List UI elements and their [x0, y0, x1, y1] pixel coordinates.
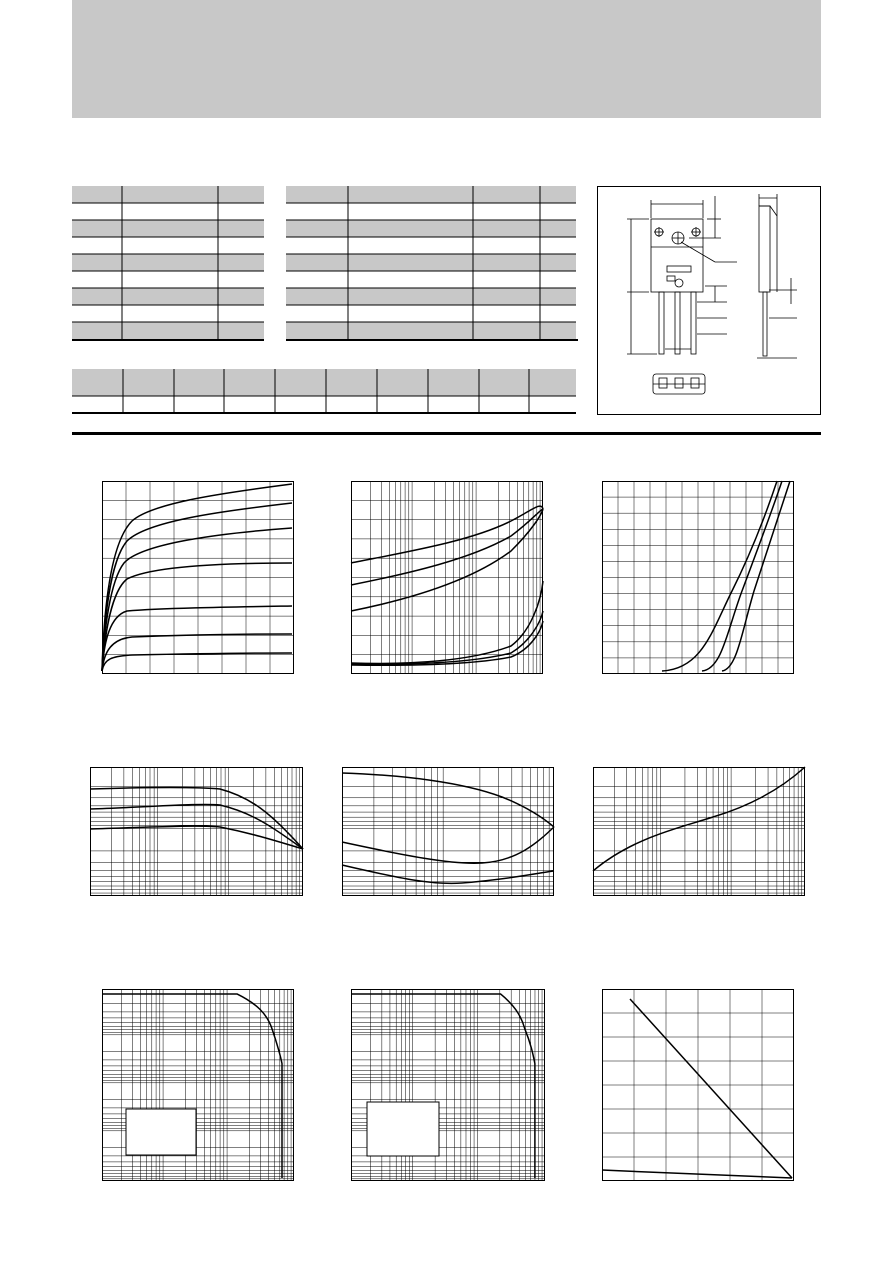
- chart-svg: [102, 989, 294, 1181]
- chart-fig-6: [593, 767, 805, 896]
- chart-grid: [593, 767, 805, 896]
- chart-grid: [351, 481, 543, 674]
- chart-soa-1: [102, 989, 294, 1181]
- chart-curve-1: [351, 506, 543, 563]
- chart-svg: [342, 767, 554, 896]
- chart-svg: [602, 481, 794, 674]
- chart-frame: [594, 768, 805, 896]
- chart-curve-1: [662, 481, 777, 671]
- chart-grid: [90, 767, 303, 896]
- chart-ic-vce: [102, 481, 294, 674]
- section-divider: [72, 432, 821, 435]
- chart-hfe-ic: [90, 767, 303, 896]
- characteristics-table: [286, 186, 578, 342]
- chart-curve-3: [102, 528, 292, 671]
- chart-soa-2: [351, 989, 545, 1181]
- chart-curve-3: [722, 481, 790, 671]
- rating-table: [72, 186, 264, 342]
- chart-curve-2: [102, 503, 292, 671]
- chart-vce-sat-ic: [351, 481, 543, 674]
- hfe-rank-table: [72, 369, 577, 415]
- chart-curve-5: [102, 606, 292, 671]
- chart-grid: [602, 989, 794, 1181]
- chart-frame: [91, 768, 303, 896]
- chart-ic-vbe: [602, 481, 794, 674]
- chart-legend-box: [367, 1102, 439, 1156]
- chart-curve-1: [593, 767, 805, 871]
- chart-pc-ta: [602, 989, 794, 1181]
- chart-curve-3: [351, 509, 543, 611]
- chart-curve-2: [602, 1170, 792, 1178]
- chart-fig-5: [342, 767, 554, 896]
- chart-curve-7: [102, 653, 292, 671]
- chart-svg: [351, 481, 543, 674]
- chart-legend-box: [126, 1109, 196, 1155]
- chart-svg: [351, 989, 545, 1181]
- chart-curve-3: [90, 826, 303, 849]
- chart-svg: [102, 481, 294, 674]
- chart-curve-1: [630, 999, 792, 1178]
- package-drawing: [597, 186, 821, 415]
- header-band: [72, 0, 821, 118]
- chart-svg: [90, 767, 303, 896]
- chart-grid: [602, 481, 794, 674]
- chart-svg: [602, 989, 794, 1181]
- chart-svg: [593, 767, 805, 896]
